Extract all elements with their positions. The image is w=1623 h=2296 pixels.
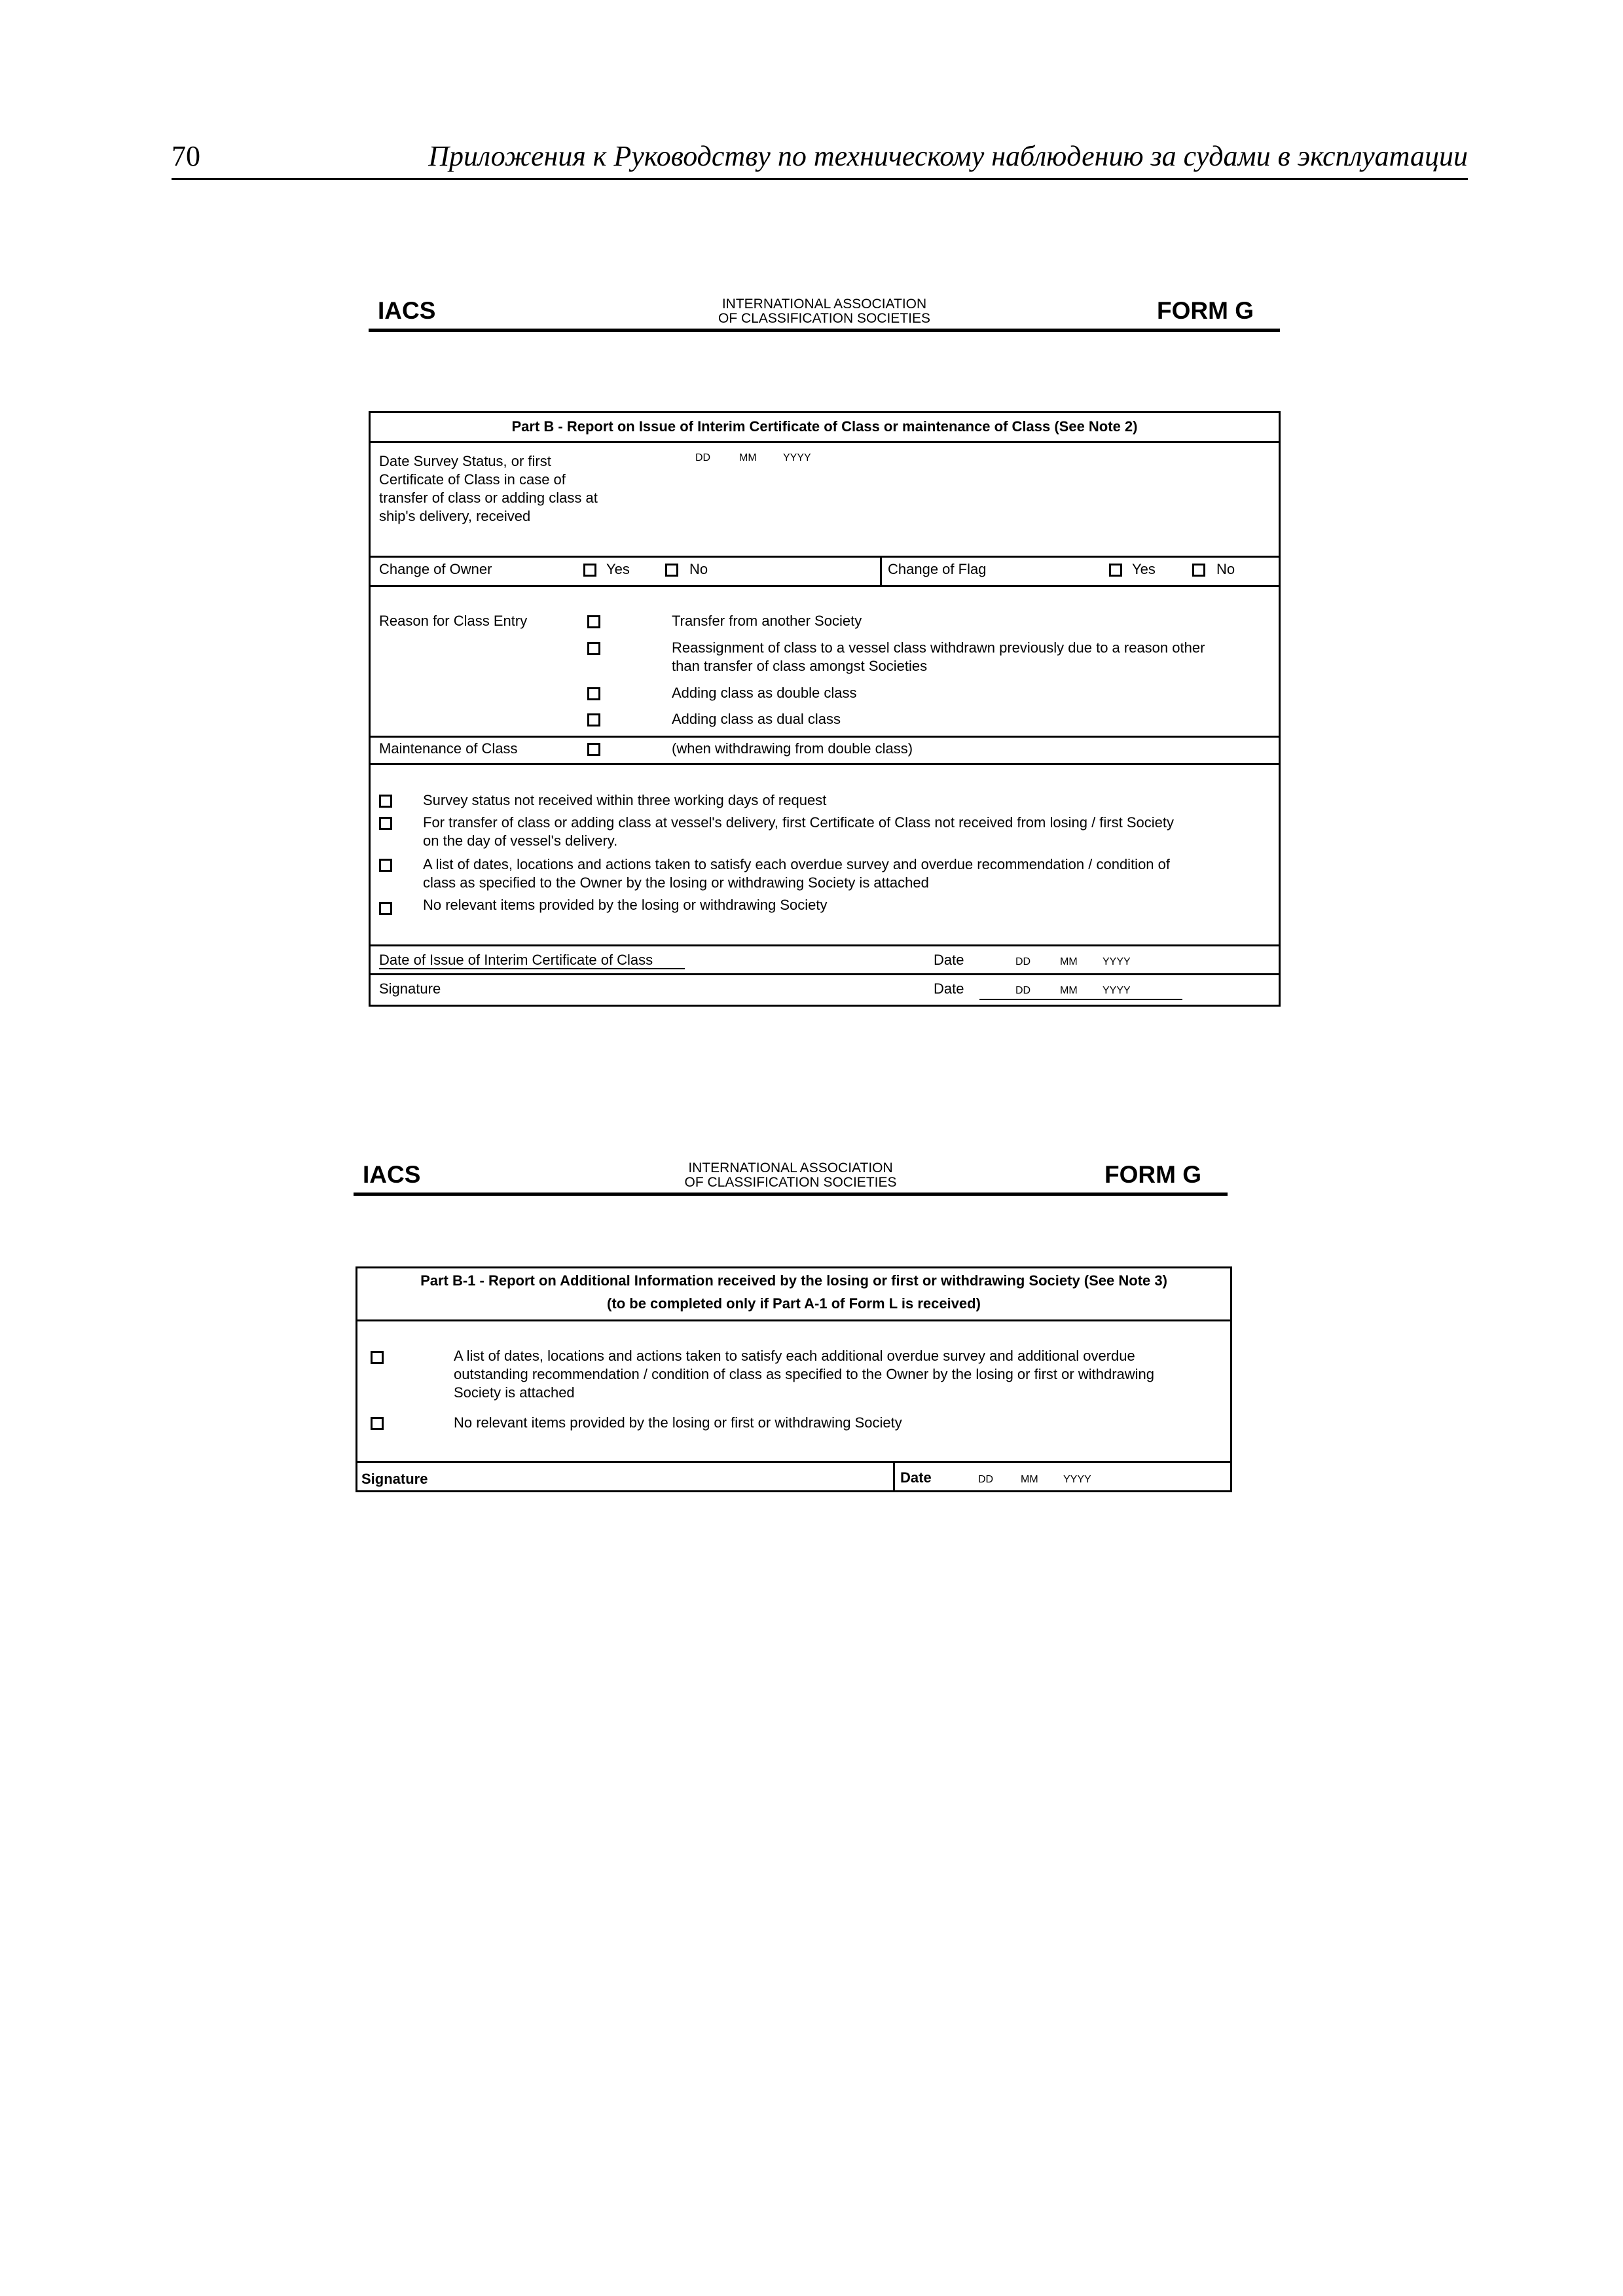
signature-date-word: Date — [934, 980, 964, 997]
reason-label: Reason for Class Entry — [379, 613, 528, 629]
iacs-logo-text-2: IACS — [363, 1161, 421, 1188]
date-survey-label: Date Survey Status, or first Certificate of Class in case of transfer of class or adding class at ship's delivery, received — [379, 453, 598, 524]
item-survey-status-label: Survey status not received within three working days of request — [423, 792, 827, 808]
b1-signature-label: Signature — [361, 1471, 428, 1487]
association-name: INTERNATIONAL ASSOCIATION OF CLASSIFICATION SOCIETIES — [718, 296, 930, 326]
part-b1-form — [356, 1266, 1232, 1492]
change-flag-no-label: No — [1216, 561, 1235, 577]
reason-reassignment-checkbox[interactable] — [587, 642, 600, 655]
change-owner-yes-checkbox[interactable] — [583, 564, 596, 577]
item-first-certificate-checkbox[interactable] — [379, 817, 392, 830]
date-field-dd[interactable]: DD — [695, 452, 711, 463]
signature-date-yyyy[interactable]: YYYY — [1103, 985, 1131, 996]
form-id: FORM G — [1157, 297, 1254, 324]
change-flag-label: Change of Flag — [888, 561, 987, 577]
part-b1-title: Part B-1 - Report on Additional Information received by the losing or first or withdrawing Society (See Note 3) — [420, 1272, 1167, 1289]
change-flag-yes-label: Yes — [1132, 561, 1156, 577]
item-list-dates-checkbox[interactable] — [379, 859, 392, 872]
b1-item-list-dates-checkbox[interactable] — [371, 1351, 384, 1364]
b1-date-mm[interactable]: MM — [1021, 1474, 1038, 1485]
b1-item-no-relevant-label: No relevant items provided by the losing or first or withdrawing Society — [454, 1414, 902, 1431]
item-list-dates-label: A list of dates, locations and actions taken to satisfy each overdue survey and overdue recommendation / condition of class as specified to the Owner by the losing or withdrawing Society is attached — [423, 856, 1171, 891]
form-header-2 — [354, 1160, 1228, 1196]
item-no-relevant-checkbox[interactable] — [379, 902, 392, 915]
change-flag-no-checkbox[interactable] — [1192, 564, 1205, 577]
maintenance-text: (when withdrawing from double class) — [672, 740, 913, 757]
date-field-yyyy[interactable]: YYYY — [783, 452, 811, 463]
b1-date-dd[interactable]: DD — [978, 1474, 994, 1485]
change-owner-yes-label: Yes — [606, 561, 630, 577]
reason-dual-class-checkbox[interactable] — [587, 713, 600, 726]
item-no-relevant-label: No relevant items provided by the losing or withdrawing Society — [423, 897, 828, 913]
maintenance-checkbox[interactable] — [587, 743, 600, 756]
association-name-2: INTERNATIONAL ASSOCIATION OF CLASSIFICATION SOCIETIES — [684, 1160, 897, 1190]
issue-date-mm[interactable]: MM — [1060, 956, 1078, 967]
change-owner-label: Change of Owner — [379, 561, 492, 577]
reason-reassignment-label: Reassignment of class to a vessel class withdrawn previously due to a reason other than transfer of class amongst Societies — [672, 639, 1205, 674]
signature-date-dd[interactable]: DD — [1015, 985, 1031, 996]
reason-transfer-label: Transfer from another Society — [672, 613, 862, 629]
b1-date-word: Date — [900, 1469, 932, 1486]
issue-date-word: Date — [934, 952, 964, 968]
form-id-2: FORM G — [1104, 1161, 1201, 1188]
reason-double-class-label: Adding class as double class — [672, 685, 857, 701]
reason-transfer-checkbox[interactable] — [587, 615, 600, 628]
form-header — [369, 296, 1280, 332]
page-number: 70 — [172, 140, 200, 172]
maintenance-label: Maintenance of Class — [379, 740, 518, 757]
change-owner-no-label: No — [689, 561, 708, 577]
date-field-mm[interactable]: MM — [739, 452, 757, 463]
b1-date-yyyy[interactable]: YYYY — [1063, 1474, 1091, 1485]
change-flag-yes-checkbox[interactable] — [1109, 564, 1122, 577]
issue-date-dd[interactable]: DD — [1015, 956, 1031, 967]
b1-item-list-dates-label: A list of dates, locations and actions taken to satisfy each additional overdue survey and additional overdue outstanding recommendation / condition of class as specified to the Owner by the losing or first or withdrawing Society is attached — [454, 1348, 1154, 1401]
signature-label: Signature — [379, 980, 441, 997]
item-survey-status-checkbox[interactable] — [379, 795, 392, 808]
page-header — [172, 139, 1468, 180]
b1-item-no-relevant-checkbox[interactable] — [371, 1417, 384, 1430]
issue-date-label: Date of Issue of Interim Certificate of Class — [379, 952, 653, 968]
page-title: Приложения к Руководству по техническому наблюдению за судами в эксплуатации — [428, 140, 1468, 172]
iacs-logo-text: IACS — [378, 297, 436, 324]
part-b1-subtitle: (to be completed only if Part A-1 of Form L is received) — [607, 1295, 981, 1312]
change-owner-no-checkbox[interactable] — [665, 564, 678, 577]
part-b-form — [369, 411, 1281, 1007]
reason-double-class-checkbox[interactable] — [587, 687, 600, 700]
signature-date-mm[interactable]: MM — [1060, 985, 1078, 996]
part-b-title: Part B - Report on Issue of Interim Certificate of Class or maintenance of Class (See Note 2) — [511, 418, 1138, 435]
issue-date-yyyy[interactable]: YYYY — [1103, 956, 1131, 967]
item-first-certificate-label: For transfer of class or adding class at vessel's delivery, first Certificate of Class not received from losing / first Society on the day of vessel's delivery. — [423, 814, 1174, 849]
reason-dual-class-label: Adding class as dual class — [672, 711, 841, 727]
